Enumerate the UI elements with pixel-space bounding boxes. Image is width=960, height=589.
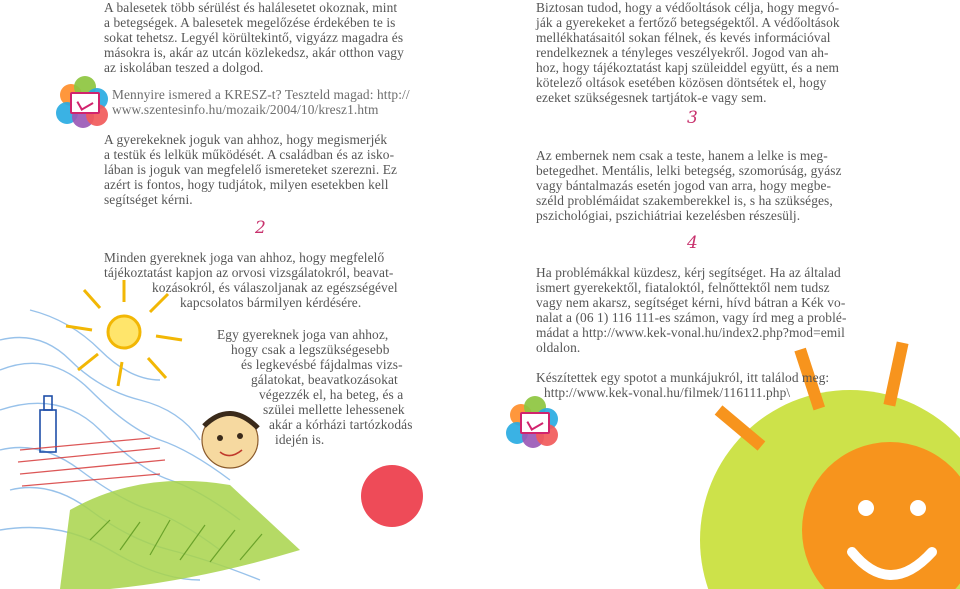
video-spot-paragraph: Készítettek egy spotot a munkájukról, itt találod meg: http://www.kek-vonal.hu/filmek/116111.php\ bbox=[536, 370, 830, 400]
mental-health-paragraph: Az embernek nem csak a teste, hanem a lelke is meg- betegedhet. Mentális, lelki betegség, szomorúság, gyász vagy bántalmazás esetén jogod van arra, hogy megbe- széld problémáidat szakemberekkel is, s ha szükséges, pszichológiai, pszichiátriai kezelésben részesülj. bbox=[536, 148, 842, 223]
ask-for-help-paragraph: Ha problémákkal küzdesz, kérj segítséget. Ha az általad ismert gyerekektől, fiataloktól, felnőttektől nem tudsz vagy nem akarsz, segítséget kérni, hívd bátran a Kék vo- nalat a (06 1) 116 111-es számon, vagy írd meg a problé- mádat a http://www.kek-vonal.hu/index2.php?mod=emil oldalon. bbox=[536, 265, 847, 355]
section-number-2: 2 bbox=[255, 218, 266, 238]
section-number-4: 4 bbox=[687, 233, 698, 253]
red-circle-decoration bbox=[361, 465, 423, 527]
colorful-logo-icon-right bbox=[506, 396, 558, 448]
colorful-logo-icon bbox=[56, 76, 108, 128]
right-page bbox=[480, 0, 960, 589]
kresz-test-text: Mennyire ismered a KRESZ-t? Teszteld magad: http:// www.szentesinfo.hu/mozaik/2004/10/kresz1.htm bbox=[112, 87, 410, 117]
kek-vonal-video-link[interactable]: http://www.kek-vonal.hu/filmek/116111.php\ bbox=[544, 385, 791, 400]
drawn-blanket bbox=[60, 481, 300, 589]
accidents-paragraph: A balesetek több sérülést és halálesetet okoznak, mint a betegségek. A balesetek megelőzése érdekében te is sokat tehetsz. Legyél körültekintő, vigyázz magadra és másokra is, akár az utcán közlekedsz, akár otthon vagy az iskolában teszed a dolgod. bbox=[104, 0, 404, 75]
vaccination-paragraph: Biztosan tudod, hogy a védőoltások célja, hogy megvó- ják a gyerekeket a fertőző betegségektől. A védőoltások mellékhatásaitól sokan félnek, és kevés információval rendelkeznek a tényleges veszélyekről. Jogod van ah- hoz, hogy tájékoztatást kapj szüleiddel együtt, és a nem kötelező oltások esetében közösen döntsétek el, hogy ezeket szükségesnek tartjátok-e vagy sem. bbox=[536, 0, 840, 105]
section-number-3: 3 bbox=[687, 108, 698, 128]
body-rights-paragraph: A gyerekeknek joguk van ahhoz, hogy megismerjék a testük és lelkük működését. A családban és az isko- lában is joguk van megfelelő ismereteket szerezni. Ez azért is fontos, hogy tudjátok, milyen esetekben kell segítséget kérni. bbox=[104, 132, 398, 207]
medical-information-paragraph: Minden gyereknek joga van ahhoz, hogy megfelelő tájékoztatást kapjon az orvosi vizsgálatokról, beavat- kozásokról, és válaszoljanak az egészségével kapcsolatos bármilyen kérdésére. bbox=[104, 250, 398, 310]
kresz-link[interactable]: www.szentesinfo.hu/mozaik/2004/10/kresz1.htm bbox=[112, 102, 379, 117]
minimal-treatment-paragraph: Egy gyereknek joga van ahhoz, hogy csak a legszükségesebb és legkevésbé fájdalmas vizs- gálatokat, beavatkozásokat végezzék el, ha beteg, és a szülei mellette lehessenek akár a kórházi tartózkodás idején is. bbox=[217, 327, 413, 447]
kek-vonal-email-link[interactable]: mádat a http://www.kek-vonal.hu/index2.php?mod=emil bbox=[536, 325, 845, 340]
